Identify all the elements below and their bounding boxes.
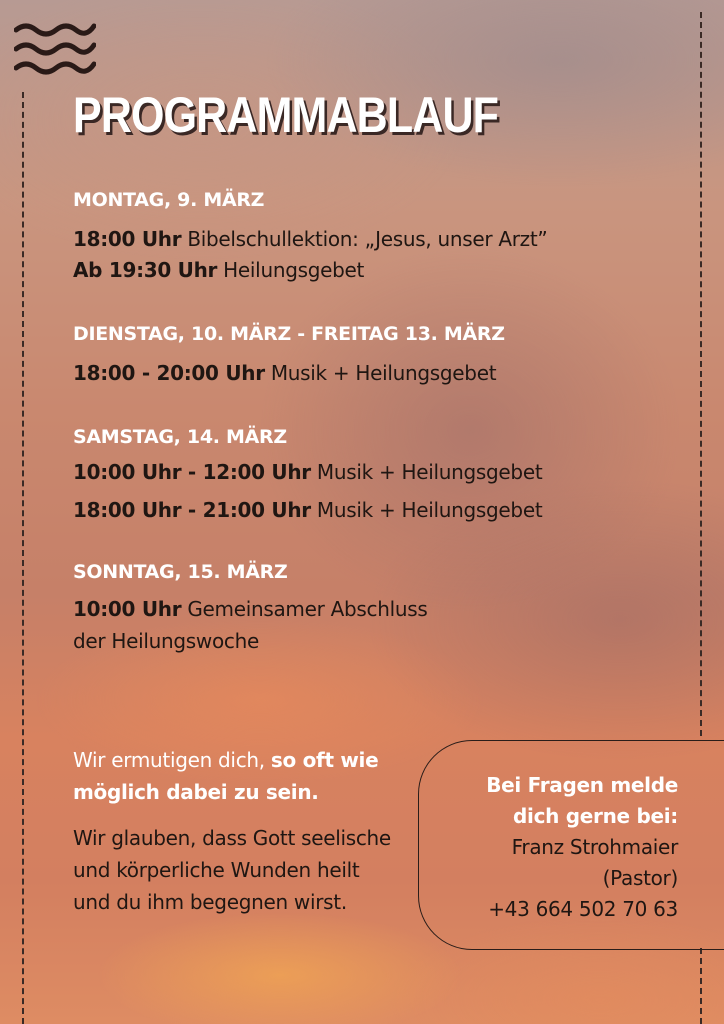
contact-question-line2: dich gerne bei: bbox=[513, 804, 678, 828]
entry-text: Musik + Heilungsgebet bbox=[264, 361, 497, 385]
entry-text: Gemeinsamer Abschluss bbox=[181, 597, 428, 621]
schedule-entry bbox=[73, 361, 496, 385]
entry-text: Heilungsgebet bbox=[217, 258, 365, 282]
schedule-entry bbox=[73, 258, 364, 282]
contact-name: Franz Strohmaier bbox=[511, 835, 678, 859]
day-heading: DIENSTAG, 10. MÄRZ - FREITAG 13. MÄRZ bbox=[73, 323, 505, 345]
right-dashed-border bbox=[700, 12, 702, 736]
waves-icon bbox=[14, 20, 96, 78]
encouragement-text bbox=[73, 744, 403, 808]
contact-phone[interactable]: +43 664 502 70 63 bbox=[488, 897, 678, 921]
schedule-entry bbox=[73, 597, 427, 621]
contact-info bbox=[486, 770, 678, 925]
entry-text: Musik + Heilungsgebet bbox=[310, 498, 543, 522]
right-dashed-border-lower bbox=[700, 948, 702, 1024]
schedule-entry bbox=[73, 460, 542, 484]
left-dashed-border bbox=[22, 92, 24, 1024]
day-heading: SONNTAG, 15. MÄRZ bbox=[73, 561, 288, 583]
belief-statement: Wir glauben, dass Gott seelische und körperliche Wunden heilt und du ihm begegnen wirst. bbox=[73, 826, 391, 914]
entry-text: der Heilungswoche bbox=[73, 629, 259, 653]
contact-role: (Pastor) bbox=[602, 866, 678, 890]
entry-text: Bibelschullektion: „Jesus, unser Arzt” bbox=[181, 227, 548, 251]
encouragement-normal: Wir ermutigen dich, bbox=[73, 748, 271, 772]
entry-time: Ab 19:30 Uhr bbox=[73, 258, 218, 282]
entry-time: 10:00 Uhr bbox=[73, 597, 182, 621]
page-title: PROGRAMMABLAUF bbox=[73, 87, 499, 143]
entry-time: 18:00 Uhr - 21:00 Uhr bbox=[73, 498, 311, 522]
entry-time: 18:00 - 20:00 Uhr bbox=[73, 361, 265, 385]
entry-time: 10:00 Uhr - 12:00 Uhr bbox=[73, 460, 311, 484]
entry-text: Musik + Heilungsgebet bbox=[310, 460, 543, 484]
schedule-entry bbox=[73, 227, 547, 251]
day-heading: MONTAG, 9. MÄRZ bbox=[73, 189, 265, 211]
schedule-entry bbox=[73, 498, 542, 522]
contact-question-line1: Bei Fragen melde bbox=[486, 773, 678, 797]
entry-time: 18:00 Uhr bbox=[73, 227, 182, 251]
encouragement-bold: so oft wie möglich dabei zu sein. bbox=[73, 748, 379, 804]
schedule-entry bbox=[73, 629, 259, 653]
day-heading: SAMSTAG, 14. MÄRZ bbox=[73, 426, 287, 448]
